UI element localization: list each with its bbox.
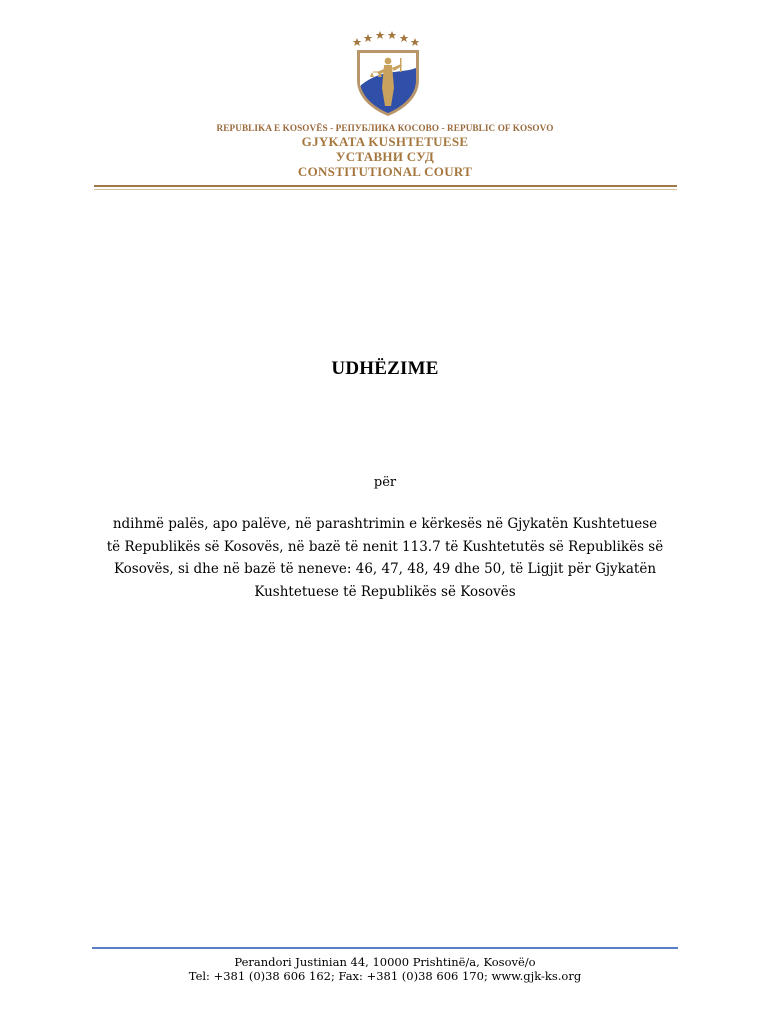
purpose-line: Kosovës, si dhe në bazë të neneve: 46, 47, 48, 49 dhe 50, të Ligjit për Gjykatën — [113, 561, 657, 577]
document-title: UDHËZIME — [331, 358, 439, 379]
document-purpose — [100, 513, 670, 603]
footer-divider — [92, 947, 678, 949]
stars-icon — [353, 31, 420, 46]
purpose-line: Kushtetuese të Republikës së Kosovës — [254, 583, 516, 600]
header-divider — [94, 185, 677, 187]
footer-contact: Tel: +381 (0)38 606 162; Fax: +381 (0)38 606 170; www.gjk-ks.org — [188, 969, 582, 983]
purpose-line: të Republikës së Kosovës, në bazë të nenit 113.7 të Kushtetutës së Republikës së — [106, 538, 664, 555]
purpose-line: ndihmë palës, apo palëve, në parashtrimin e kërkesës në Gjykatën Kushtetuese — [112, 516, 658, 532]
header-divider-secondary — [94, 189, 677, 190]
republic-line: REPUBLIKA E KOSOVËS - РЕПУБЛИКА КОСОВО - REPUBLIC OF KOSOVO — [216, 123, 554, 133]
court-emblem-icon — [351, 28, 425, 118]
court-name-albanian: GJYKATA KUSHTETUESE — [301, 134, 469, 149]
footer-address: Perandori Justinian 44, 10000 Prishtinë/a, Kosovë/o — [234, 955, 536, 969]
document-preposition: për — [373, 475, 397, 490]
court-name-english: CONSTITUTIONAL COURT — [297, 164, 473, 179]
court-name-serbian: УСТАВНИ СУД — [335, 149, 435, 164]
